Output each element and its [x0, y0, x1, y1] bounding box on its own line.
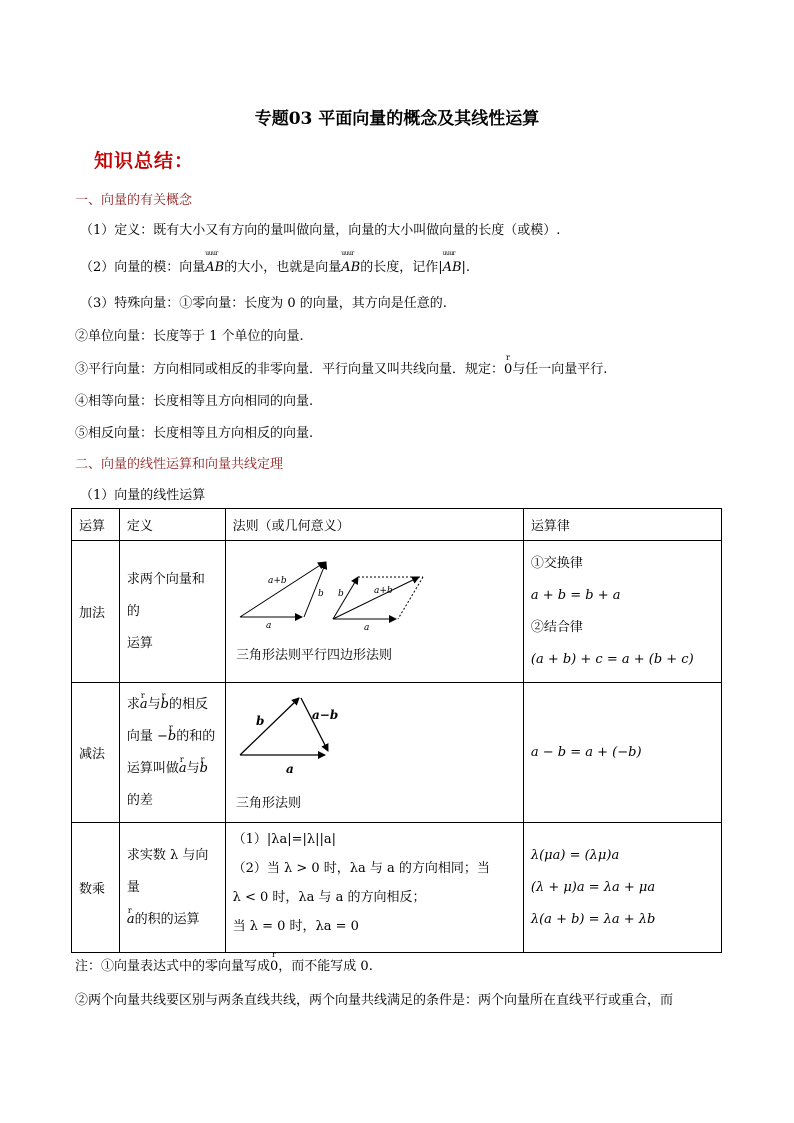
addition-figure	[226, 541, 508, 678]
opposite-vector-line: ⑤相反向量：长度相等且方向相反的向量.	[75, 426, 314, 441]
fig-label: b	[255, 714, 264, 728]
fig-label: b	[337, 589, 344, 599]
note-line-1: 注：①向量表达式中的零向量写成r 0，而不能写成 0.	[75, 955, 373, 974]
difference-vector-arrow	[301, 698, 328, 751]
unit-vector-line: ②单位向量：长度等于 1 个单位的向量.	[75, 329, 304, 344]
op-rule	[225, 683, 523, 823]
dashed-side	[398, 577, 423, 619]
op-definition: 求实数 λ 与向量 r a的积的运算	[119, 823, 225, 953]
linear-operations-table	[71, 508, 722, 953]
zero-vector-symbol: r 0	[270, 959, 278, 974]
header-cell: 运算律	[523, 509, 721, 541]
sum-vector-arrow	[240, 562, 325, 617]
fig-label: a	[285, 762, 294, 776]
header-cell: 法则（或几何意义）	[225, 509, 523, 541]
zero-vector-line: （3）特殊向量：①零向量：长度为 0 的向量，其方向是任意的.	[80, 296, 447, 311]
op-rule	[225, 541, 523, 683]
fig-label: a−b	[311, 708, 338, 722]
subtraction-figure	[226, 683, 508, 818]
vector-b-arrow	[240, 698, 299, 755]
fig-label: a	[363, 623, 369, 633]
table-row-scalar-multiplication	[72, 823, 722, 953]
op-rule: （1）|λa|=|λ||a| （2）当 λ > 0 时，λa 与 a 的方向相同；当 λ < 0 时，λa 与 a 的方向相反； 当 λ = 0 时，λa = 0	[225, 823, 523, 953]
summary-heading: 知识总结：	[94, 150, 195, 172]
section2-subheading: （1）向量的线性运算	[80, 488, 206, 503]
vector-ab: uuur AB	[341, 260, 360, 275]
table-header-row	[72, 509, 722, 541]
vector-ab: uuur AB	[205, 260, 224, 275]
op-definition: 求r a与r b的相反 向量 −r b的和的 运算叫做r a与r b 的差	[119, 683, 225, 823]
note-line-2: ②两个向量共线要区别与两条直线共线，两个向量共线满足的条件是：两个向量所在直线平行或重合，而	[75, 993, 674, 1008]
table-row-subtraction	[72, 683, 722, 823]
section2-heading: 二、向量的线性运算和向量共线定理	[75, 457, 284, 472]
op-laws: λ(μa) = (λμ)a (λ + μ)a = λa + μa λ(a + b) = λa + λb	[523, 823, 721, 953]
vector-ab: uuur AB	[443, 260, 462, 275]
definition-line: （1）定义：既有大小又有方向的量叫做向量，向量的大小叫做向量的长度（或模）.	[80, 223, 561, 238]
op-laws: ①交换律 a + b = b + a ②结合律 (a + b) + c = a + (b + c)	[523, 541, 721, 683]
equal-vector-line: ④相等向量：长度相等且方向相同的向量.	[75, 394, 314, 409]
magnitude-line: （2）向量的模：向量uuur AB的大小，也就是向量uuur AB的长度，记作|uuur AB|.	[80, 256, 470, 275]
page-title: 专题03 平面向量的概念及其线性运算	[254, 109, 540, 129]
zero-vector-symbol: r 0	[504, 362, 512, 377]
header-cell: 定义	[119, 509, 225, 541]
rule-caption: 三角形法则平行四边形法则	[235, 648, 392, 663]
op-laws: a − b = a + (−b)	[523, 683, 721, 823]
op-name: 减法	[72, 683, 120, 823]
op-name: 加法	[72, 541, 120, 683]
rule-caption: 三角形法则	[235, 796, 301, 811]
fig-label: a	[265, 621, 271, 631]
fig-label: b	[317, 589, 324, 599]
header-cell: 运算	[72, 509, 120, 541]
fig-label: a+b	[373, 586, 393, 596]
table-row-addition	[72, 541, 722, 683]
section1-heading: 一、向量的有关概念	[75, 193, 193, 208]
parallel-vector-line: ③平行向量：方向相同或相反的非零向量．平行向量又叫共线向量．规定：r 0与任一向量平行.	[75, 358, 607, 377]
op-name: 数乘	[72, 823, 120, 953]
op-definition: 求两个向量和的 运算	[119, 541, 225, 683]
fig-label: a+b	[267, 576, 287, 586]
